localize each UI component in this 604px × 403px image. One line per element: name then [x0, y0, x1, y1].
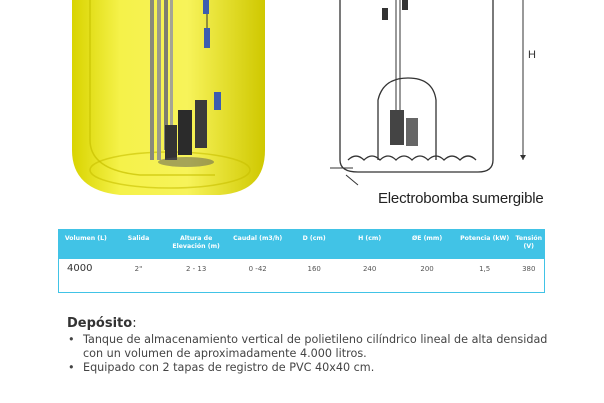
spec-table: [58, 229, 545, 293]
cell-h: 240: [341, 259, 398, 293]
header-oe: ØE (mm): [398, 230, 455, 260]
figure-caption: Electrobomba sumergible: [378, 190, 544, 207]
header-h: H (cm): [341, 230, 398, 260]
deposito-section: [67, 316, 557, 375]
list-item: • Tanque de almacenamiento vertical de polietileno cilíndrico lineal de alta densidad con un volumen de aproximadamente 4.000 litros.: [68, 333, 548, 360]
tank-photo: [0, 0, 290, 200]
bullet-list: [67, 333, 557, 375]
cell-volumen: 4000: [59, 259, 113, 293]
section-title: Depósito:: [67, 316, 137, 331]
header-potencia: Potencia (kW): [456, 230, 514, 260]
list-item: • Equipado con 2 tapas de registro de PVC 40x40 cm.: [68, 361, 375, 374]
tank-drawing: [318, 0, 568, 212]
cell-d: 160: [287, 259, 340, 293]
table-row: [59, 259, 545, 293]
header-salida: Salida: [113, 230, 165, 260]
cell-salida: 2": [113, 259, 165, 293]
header-tension: Tensión (V): [514, 230, 545, 260]
cell-caudal: 0 -42: [228, 259, 288, 293]
header-caudal: Caudal (m3/h): [228, 230, 288, 260]
cell-oe: 200: [398, 259, 455, 293]
cell-tension: 380: [514, 259, 545, 293]
cell-altura: 2 - 13: [164, 259, 228, 293]
cell-potencia: 1,5: [456, 259, 514, 293]
header-altura: Altura de Elevación (m): [164, 230, 228, 260]
spec-header-row: [59, 230, 545, 260]
dimension-h-label: H: [528, 49, 536, 61]
header-volumen: Volumen (L): [59, 230, 113, 260]
header-d: D (cm): [287, 230, 340, 260]
